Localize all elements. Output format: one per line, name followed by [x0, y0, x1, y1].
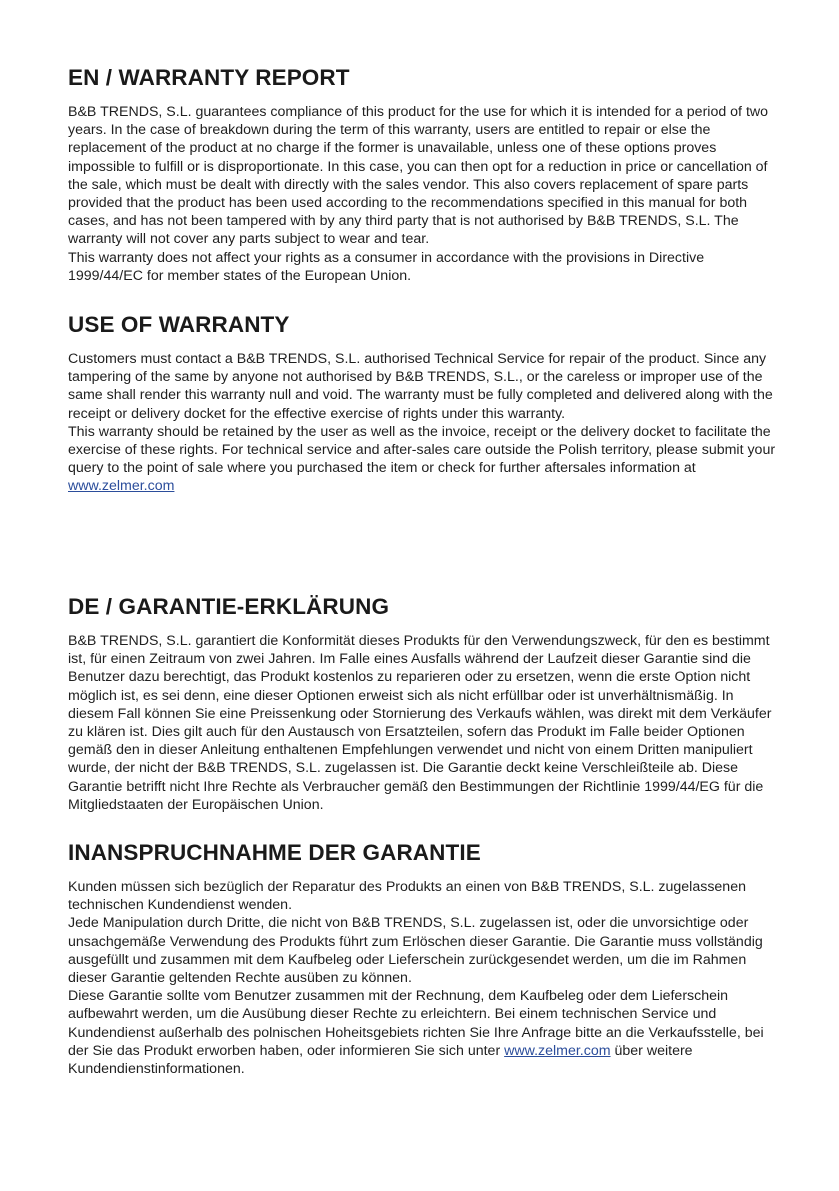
- en-use-paragraph-1: Customers must contact a B&B TRENDS, S.L. authorised Technical Service for repair of the product. Since any tampering of the same by anyone not authorised by B&B TRENDS, S.L., or the careless or improper use of the same shall render this warranty null and void. The warranty must be fully completed and delivered along with the receipt or delivery docket for the effective exercise of rights under this warranty.: [68, 351, 773, 422]
- de-warranty-section: [68, 594, 778, 814]
- de-use-section: [68, 840, 778, 1078]
- de-use-paragraph-3-text: Diese Garantie sollte vom Benutzer zusammen mit der Rechnung, dem Kaufbeleg oder dem Lieferschein aufbewahrt werden, um die Ausübung dieser Rechte zu erleichtern. Bei einem technischen Service und Kundendienst außerhalb des polnischen Hoheitsgebiets richten Sie Ihre Anfrage bitte an die Verkaufsstelle, bei der Sie das Produkt erworben haben, oder informieren Sie sich unter: [68, 988, 764, 1059]
- de-warranty-title: DE / GARANTIE-ERKLÄRUNG: [68, 594, 390, 619]
- en-warranty-paragraph-1: B&B TRENDS, S.L. guarantees compliance of this product for the use for which it is intended for a period of two years. In the case of breakdown during the term of this warranty, users are entitled to repair or else the replacement of the product at no charge if the former is unavailable, unless one of these options proves impossible to fulfill or is disproportionate. In this case, you can then opt for a reduction in price or cancellation of the sale, which must be dealt with directly with the sales vendor. This also covers replacement of spare parts provided that the product has been used according to the recommendations specified in this manual for both cases, and has not been tampered with by any third party that is not authorised by B&B TRENDS, S.L. The warranty will not cover any parts subject to wear and tear.: [68, 104, 769, 248]
- de-use-paragraph-2: Jede Manipulation durch Dritte, die nicht von B&B TRENDS, S.L. zugelassen ist, oder die unvorsichtige oder unsachgemäße Verwendung des Produkts führt zum Erlöschen dieser Garantie. Die Garantie muss vollständig ausgefüllt und zusammen mit dem Kaufbeleg oder Lieferschein zurückgesendet werden, um die im Rahmen dieser Garantie geltenden Rechte ausüben zu können.: [68, 915, 763, 987]
- de-use-title: INANSPRUCHNAHME DER GARANTIE: [68, 840, 481, 865]
- en-use-paragraph-2-text: This warranty should be retained by the user as well as the invoice, receipt or the delivery docket to facilitate the exercise of these rights. For technical service and after-sales care outside the Polish territory, please submit your query to the point of sale where you purchased the item or check for further aftersales information at: [68, 423, 776, 477]
- en-warranty-section: [68, 65, 778, 285]
- de-use-paragraph-3: [68, 987, 778, 1078]
- en-use-paragraph-2: [68, 423, 778, 496]
- en-warranty-paragraph-2: This warranty does not affect your rights as a consumer in accordance with the provisions in Directive 1999/44/EC for member states of the European Union.: [68, 249, 705, 284]
- zelmer-link-en[interactable]: www.zelmer.com: [68, 478, 175, 495]
- de-use-paragraph-1: Kunden müssen sich bezüglich der Reparatur des Produkts an einen von B&B TRENDS, S.L. zugelassenen technischen Kundendienst wenden.: [68, 879, 746, 914]
- de-use-paragraph-3-end: über weitere Kundendienstinformationen.: [68, 1042, 693, 1078]
- de-warranty-paragraph-1: B&B TRENDS, S.L. garantiert die Konformität dieses Produkts für den Verwendungszweck, für den es bestimmt ist, für einen Zeitraum von zwei Jahren. Im Falle eines Ausfalls während der Laufzeit dieser Garantie sind die Benutzer dazu berechtigt, das Produkt kostenlos zu reparieren oder zu ersetzen, wenn die erste Option nicht möglich ist, es sei denn, eine dieser Optionen erweist sich als nicht erfüllbar oder ist unverhältnismäßig. In diesem Fall können Sie eine Preissenkung oder Stornierung des Verkaufs wählen, was direkt mit dem Verkäufer zu klären ist. Dies gilt auch für den Austausch von Ersatzteilen, sofern das Produkt im Falle beider Optionen gemäß den in dieser Anleitung enthaltenen Empfehlungen verwendet und nicht von einem Dritten manipuliert wurde, der nicht der B&B TRENDS, S.L. zugelassen ist. Die Garantie deckt keine Verschleißteile ab. Diese Garantie betrifft nicht Ihre Rechte als Verbraucher gemäß den Bestimmungen der Richtlinie 1999/44/EG für die Mitgliedstaaten der Europäischen Union.: [68, 633, 772, 813]
- en-use-title: USE OF WARRANTY: [68, 312, 290, 337]
- en-warranty-title: EN / WARRANTY REPORT: [68, 65, 350, 90]
- zelmer-link-de[interactable]: www.zelmer.com: [504, 1042, 611, 1059]
- en-use-section: [68, 312, 778, 496]
